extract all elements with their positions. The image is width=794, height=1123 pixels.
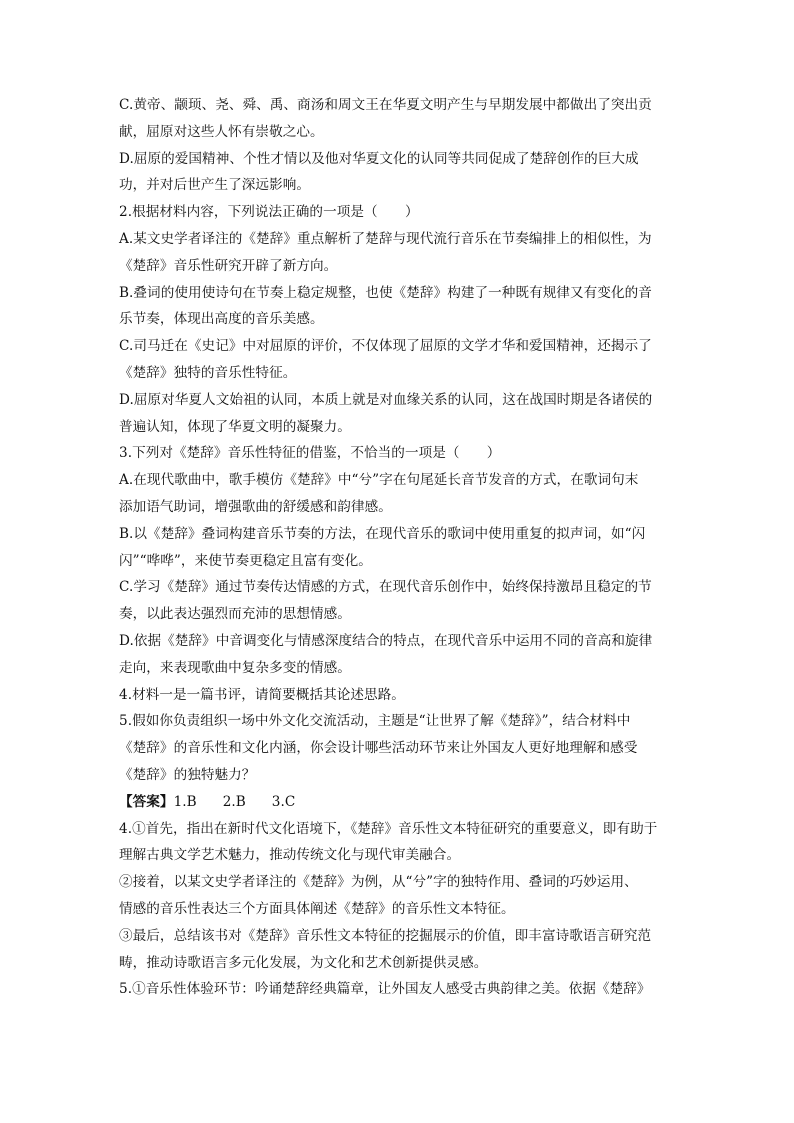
text-line: 情感的音乐性表达三个方面具体阐述《楚辞》的音乐性文本特征。 [119, 900, 515, 917]
document-body [119, 92, 675, 1003]
text-line: D.屈原对华夏人文始祖的认同，本质上就是对血缘关系的认同，这在战国时期是各诸侯的 [119, 391, 653, 408]
question-3-stem: 3.下列对《楚辞》音乐性特征的借鉴，不恰当的一项是（ ） [119, 445, 501, 462]
question-5-stem: 5.假如你负责组织一场中外文化交流活动，主题是“让世界了解《楚辞》”，结合材料中 [119, 713, 631, 730]
answer-2: 2.B [222, 793, 246, 810]
text-line: 乐节奏，体现出高度的音乐美感。 [119, 311, 324, 328]
text-line: B.叠词的使用使诗句在节奏上稳定规整，也使《楚辞》构建了一种既有规律又有变化的音 [119, 284, 652, 301]
answer-1: 1.B [173, 793, 197, 810]
text-line: 走向，来表现歌曲中复杂多变的情感。 [119, 659, 351, 676]
text-line: 《楚辞》音乐性研究开辟了新方向。 [119, 257, 338, 274]
question-2-stem: 2.根据材料内容，下列说法正确的一项是（ ） [119, 204, 419, 221]
text-line: 《楚辞》独特的音乐性特征。 [119, 364, 297, 381]
text-line: 功，并对后世产生了深远影响。 [119, 177, 311, 194]
text-line: 闪”“哗哗”，来使节奏更稳定且富有变化。 [119, 552, 372, 569]
text-line: D.屈原的爱国精神、个性才情以及他对华夏文化的认同等共同促成了楚辞创作的巨大成 [119, 150, 639, 167]
text-line: C.学习《楚辞》通过节奏传达情感的方式，在现代音乐创作中，始终保持激昂且稳定的节 [119, 579, 652, 596]
answer-4-text: 4.①首先，指出在新时代文化语境下，《楚辞》音乐性文本特征研究的重要意义，即有助于 [119, 820, 658, 837]
text-line: 理解古典文学艺术魅力，推动传统文化与现代审美融合。 [119, 847, 461, 864]
question-4-stem: 4.材料一是一篇书评，请简要概括其论述思路。 [119, 686, 405, 703]
text-line: B.以《楚辞》叠词构建音乐节奏的方法，在现代音乐的歌词中使用重复的拟声词，如“闪 [119, 525, 646, 542]
answer-tag: 【答案】 [119, 793, 174, 810]
text-line: 《楚辞》的独特魅力？ [119, 766, 256, 783]
text-line: 奏，以此表达强烈而充沛的思想情感。 [119, 606, 351, 623]
answer-3: 3.C [271, 793, 296, 810]
answer-5-text: 5.①音乐性体验环节：吟诵楚辞经典篇章，让外国友人感受古典韵律之美。依据《楚辞》 [119, 981, 651, 998]
text-line: 献，屈原对这些人怀有崇敬之心。 [119, 123, 324, 140]
text-line: C.司马迁在《史记》中对屈原的评价，不仅体现了屈原的文学才华和爱国精神，还揭示了 [119, 338, 652, 355]
text-line: ③最后，总结该书对《楚辞》音乐性文本特征的挖掘展示的价值，即丰富诗歌语言研究范 [119, 927, 652, 944]
text-line: 普遍认知，体现了华夏文明的凝聚力。 [119, 418, 351, 435]
text-line: A.在现代歌曲中，歌手模仿《楚辞》中“兮”字在句尾延长音节发音的方式，在歌词句末 [119, 472, 639, 489]
text-line: 添加语气助词，增强歌曲的舒缓感和韵律感。 [119, 498, 392, 515]
text-line: ②接着，以某文史学者译注的《楚辞》为例，从“兮”字的独特作用、叠词的巧妙运用、 [119, 874, 638, 891]
text-line: 畴，推动诗歌语言多元化发展，为文化和艺术创新提供灵感。 [119, 954, 488, 971]
text-line: C.黄帝、颛顼、尧、舜、禹、商汤和周文王在华夏文明产生与早期发展中都做出了突出贡 [119, 97, 652, 113]
answer-line [119, 789, 675, 816]
text-line: 《楚辞》的音乐性和文化内涵，你会设计哪些活动环节来让外国友人更好地理解和感受 [119, 740, 638, 757]
text-line: A.某文史学者译注的《楚辞》重点解析了楚辞与现代流行音乐在节奏编排上的相似性，为 [119, 230, 652, 247]
text-line: D.依据《楚辞》中音调变化与情感深度结合的特点，在现代音乐中运用不同的音高和旋律 [119, 632, 653, 649]
